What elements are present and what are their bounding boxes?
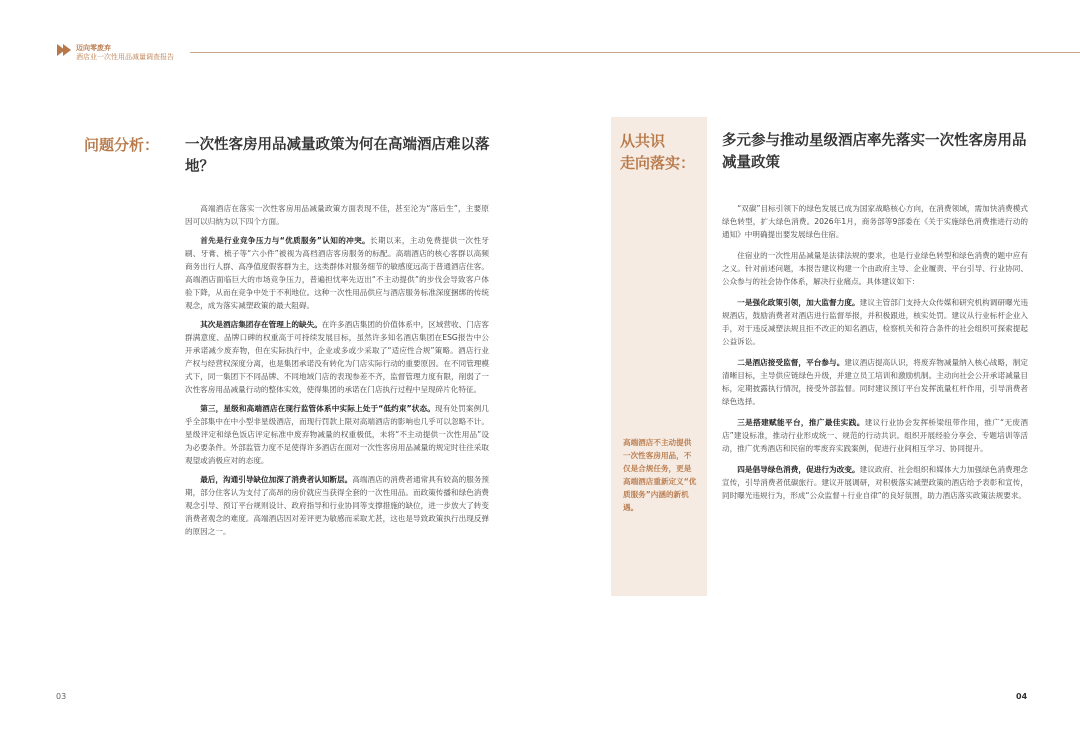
- header-title: 迈向零废弃: [76, 44, 111, 52]
- header-subtitle: 酒店业一次性用品减量调查报告: [76, 53, 174, 61]
- header-divider: [190, 52, 1080, 53]
- left-paragraph: 最后，沟通引导缺位加深了消费者认知断层。高端酒店的消费者通常具有较高的服务预期，部分住客认为支付了高昂的房价就应当获得全套的一次性用品。而政策传播和绿色消费观念引导、预订平台规则设计、政府指导和行业协同等支撑措施的缺位，进一步放大了转变消费者观念的难度。高端酒店因对差评更为敏感而采取尤甚，这也是导致政策执行出现反弹的原因之一。: [185, 475, 490, 536]
- left-section-title: 一次性客房用品减量政策为何在高端酒店难以落地？: [185, 137, 490, 175]
- pull-quote: 高端酒店不主动提供一次性客房用品，不仅是合规任务，更是高端酒店重新定义“优质服务”内涵的新机遇。: [623, 438, 697, 512]
- left-paragraph: 其次是酒店集团存在管理上的缺失。在许多酒店集团的价值体系中，区域营收、门店客群满意度、品牌口碑的权重高于可持续发展目标，虽然许多知名酒店集团在ESG报告中公开承诺减少废弃物，但在实际执行中，企业或多或少采取了“适应性合规”策略。酒店行业产权与经营权深度分离，也是集团承诺没有转化为门店实际行动的重要原因。在不同管理模式下，同一集团下不同品牌、不同地域门店的表现参差不齐，监督管理力度有限，削弱了一次性客房用品减量行动的整体实效，使得集团的承诺在门店执行过程中呈现碎片化特征。: [185, 320, 489, 394]
- right-body: [722, 202, 1028, 502]
- left-paragraph: 第三，星级和高端酒店在现行监管体系中实际上处于“低约束”状态。现有处罚案例几乎全部集中在中小型非星级酒店，而现行罚款上限对高端酒店的影响也几乎可以忽略不计。星级评定和绿色饭店评定标准中废弃物减量的权重极低，未将“不主动提供一次性用品”设为必要条件。外部监管力度不足使得许多酒店在面对一次性客房用品减量的规定时往往采取观望或消极应对的态度。: [185, 404, 489, 465]
- right-paragraph: “双碳”目标引领下的绿色发展已成为国家战略核心方向，在消费领域，需加快消费模式绿色转型，扩大绿色消费。2026年1月，商务部等9部委在《关于实施绿色消费推进行动的通知》中明确提出要发展绿色住宿。: [722, 204, 1028, 239]
- left-paragraph: 首先是行业竞争压力与“优质服务”认知的冲突。长期以来，主动免费提供一次性牙刷、牙膏、梳子等“六小件”被视为高档酒店客房服务的标配。高端酒店的核心客群以高频商务出行人群、高净值度假客群为主，这类群体对服务细节的敏感度远高于普通酒店住客。高端酒店面临巨大的市场竞争压力，普遍担忧率先迈出“不主动提供”的步伐会导致客户体验下降，从而在竞争中处于不利地位。这种一次性用品供应与酒店服务标准深度捆绑的传统观念，成为落实减塑政策的最大阻碍。: [185, 236, 489, 310]
- page-number-left: 03: [56, 692, 67, 701]
- page-number-right: 04: [1016, 692, 1028, 701]
- left-section-label: 问题分析：: [84, 136, 160, 154]
- right-paragraph: 三是搭建赋能平台，推广最佳实践。建议行业协会发挥桥梁纽带作用，推广“无废酒店”建设标准，推动行业形成统一、规范的行动共识。组织开展经验分享会、专题培训等活动，推广优秀酒店和民宿的零废弃实践案例，促进行业间相互学习、协同提升。: [722, 418, 1028, 453]
- right-label-line1: 从共识: [620, 132, 666, 150]
- left-paragraph: 高端酒店在落实一次性客房用品减量政策方面表现不佳，甚至沦为“落后生”，主要原因可以归纳为以下四个方面。: [185, 204, 489, 226]
- right-paragraph: 四是倡导绿色消费，促进行为改变。建议政府、社会组织和媒体大力加强绿色消费理念宣传，引导消费者低碳旅行。建议开展调研，对积极落实减塑政策的酒店给予表彰和宣传，同时曝光违规行为，形成“公众监督＋行业自律”的良好氛围，助力酒店落实政策法规要求。: [722, 465, 1029, 500]
- right-paragraph: 二是酒店接受监督，平台参与。建议酒店提高认识，将废弃物减量纳入核心战略，制定清晰目标，主导供应链绿色升级，并建立员工培训和激励机制。主动向社会公开承诺减量目标，定期披露执行情况，接受外部监督。同时建议预订平台发挥流量杠杆作用，引导消费者绿色选择。: [722, 358, 1029, 406]
- right-label-line2: 走向落实：: [620, 154, 696, 172]
- right-paragraph: 一是强化政策引领，加大监督力度。建议主管部门支持大众传媒和研究机构调研曝光违规酒店，鼓励消费者对酒店进行监督举报，并积极跟进，核实处罚。建议从行业标杆企业入手，对于违反减塑法规且拒不改正的知名酒店，检察机关和符合条件的社会组织可探索提起公益诉讼。: [722, 298, 1029, 346]
- right-section-title: 多元参与推动星级酒店率先落实一次性客房用品减量政策: [722, 133, 1027, 171]
- side-highlight-box: [611, 117, 707, 596]
- left-body: [185, 202, 489, 538]
- right-paragraph: 住宿业的一次性用品减量是法律法规的要求，也是行业绿色转型和绿色消费的题中应有之义。针对前述问题，本报告建议构建一个由政府主导、企业履责、平台引导、行业协同、公众参与的社会协作体系，解决行业痛点。具体建议如下：: [722, 251, 1028, 286]
- right-section-label: [620, 130, 695, 174]
